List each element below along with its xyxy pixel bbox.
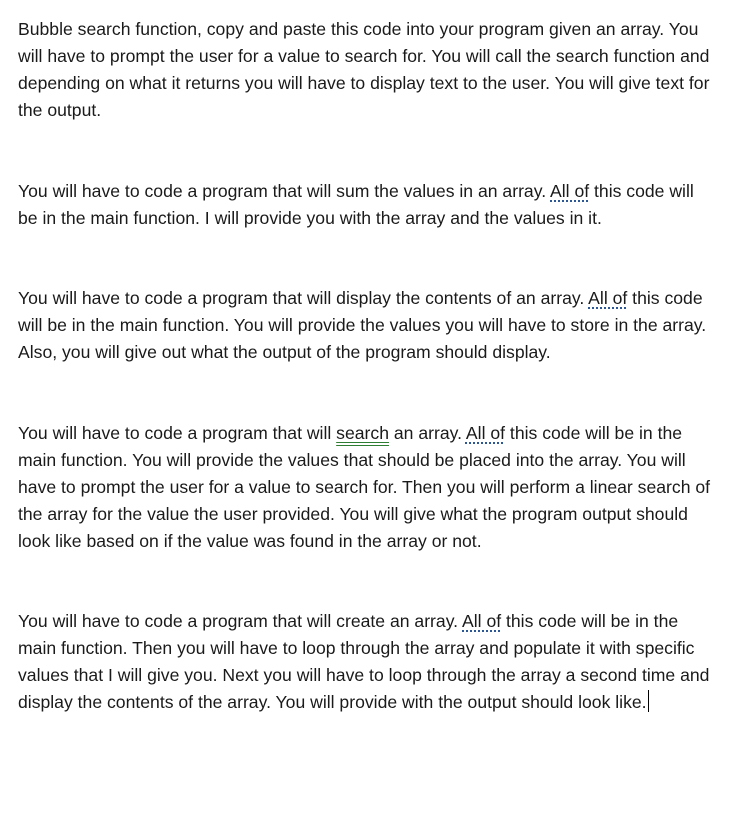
paragraph-linear-search[interactable]: [18, 420, 718, 555]
paragraph-spacer: [18, 366, 718, 420]
paragraph-text: this code will be in the main function. You will provide the values that should be placed into the array. You will have to prompt the user for a value to search for. Then you will perform a linear search of the array for the value the user provided. You will give what the program output should look like based on if the value was found in the array or not.: [18, 423, 711, 551]
paragraph-text: You will have to code a program that will create an array.: [18, 611, 462, 631]
paragraph-create-array[interactable]: [18, 608, 718, 716]
paragraph-spacer: [18, 555, 718, 608]
paragraph-text: this code will be in the main function. You will provide the values you will have to store in the array. Also, you will give out what the output of the program should display.: [18, 288, 707, 362]
paragraph-text: You will have to code a program that will sum the values in an array.: [18, 181, 551, 201]
paragraph-text: Bubble search function, copy and paste this code into your program given an array. You will have to prompt the user for a value to search for. You will call the search function and depending on what it returns you will have to display text to the user. You will give text for the output.: [18, 19, 710, 120]
paragraph-spacer: [18, 232, 718, 285]
style-suggestion-underline[interactable]: All of: [550, 181, 590, 201]
paragraph-sum-array[interactable]: [18, 178, 718, 232]
document-body[interactable]: [18, 16, 718, 716]
paragraph-text: You will have to code a program that will: [18, 423, 337, 443]
paragraph-text: this code will be in the main function. I will provide you with the array and the values in it.: [18, 181, 694, 228]
style-suggestion-underline[interactable]: All of: [465, 423, 506, 443]
paragraph-spacer: [18, 124, 718, 178]
paragraph-text: an array.: [388, 423, 466, 443]
style-suggestion-underline[interactable]: All of: [588, 288, 628, 308]
paragraph-text: You will have to code a program that will display the contents of an array.: [18, 288, 589, 308]
paragraph-display-array[interactable]: [18, 285, 718, 366]
style-suggestion-underline[interactable]: All of: [462, 611, 502, 631]
grammar-suggestion-underline[interactable]: search: [336, 423, 389, 443]
paragraph-bubble-search[interactable]: [18, 16, 718, 124]
text-cursor: [648, 690, 649, 712]
paragraph-text: this code will be in the main function. Then you will have to loop through the array and populate it with specific values that I will give you. Next you will have to loop through the array a second time and display the contents of the array. You will provide with the output should look like.: [18, 611, 710, 712]
